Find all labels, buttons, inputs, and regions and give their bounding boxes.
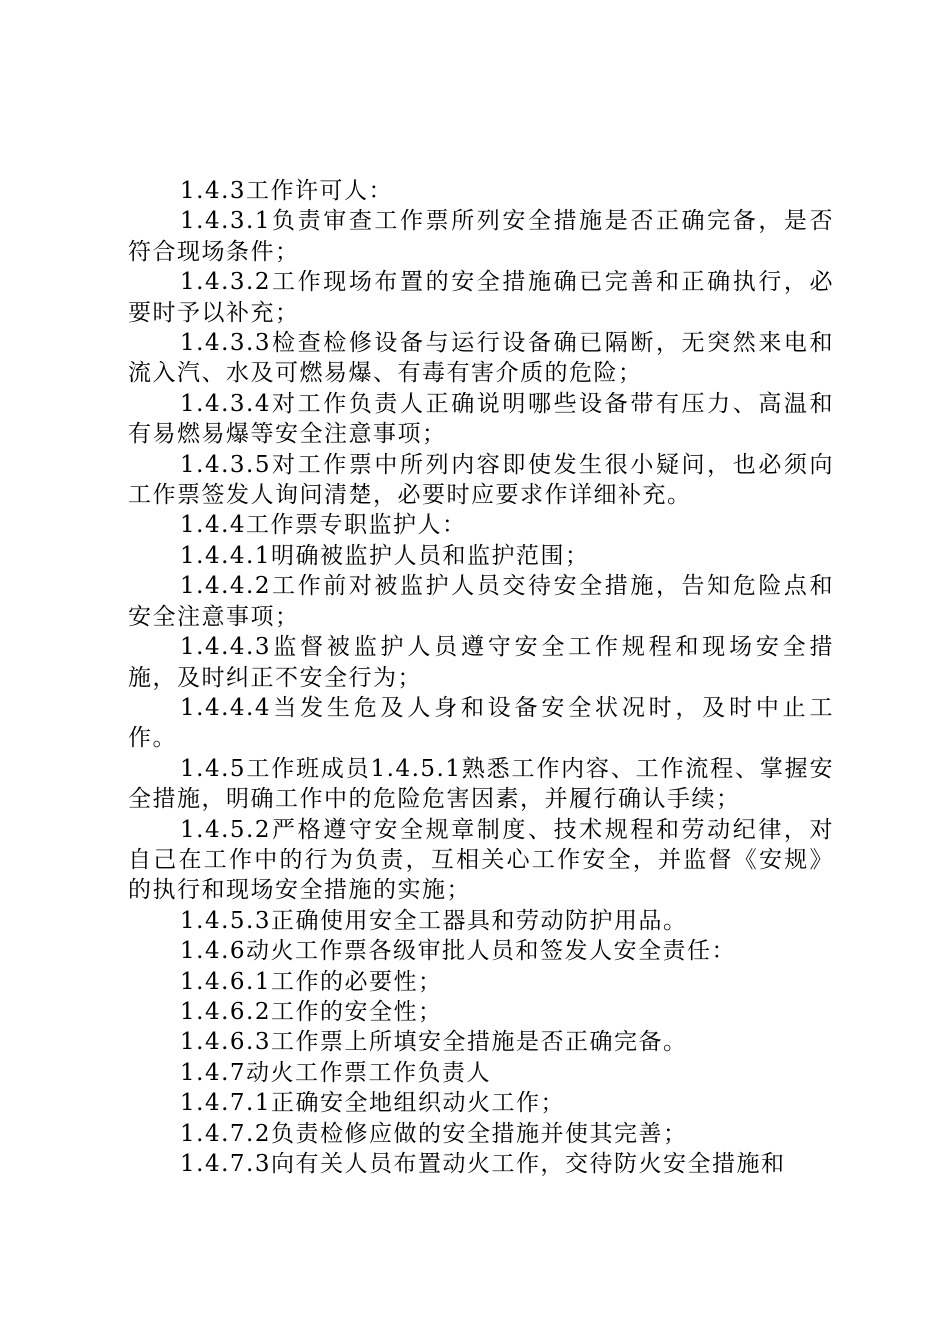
paragraph-1-4-4-4: 1.4.4.4当发生危及人身和设备安全状况时，及时中止工作。: [128, 694, 834, 752]
paragraph-1-4-5-2: 1.4.5.2严格遵守安全规章制度、技术规程和劳动纪律，对自己在工作中的行为负责，互相关心工作安全，并监督《安规》的执行和现场安全措施的实施；: [128, 816, 834, 904]
document-body: [128, 176, 834, 1179]
paragraph-1-4-4-3: 1.4.4.3监督被监护人员遵守安全工作规程和现场安全措施，及时纠正不安全行为；: [128, 634, 834, 691]
paragraph-1-4-6-1: 1.4.6.1工作的必要性；: [180, 968, 443, 995]
paragraph-1-4-4: 1.4.4工作票专职监护人：: [180, 512, 467, 539]
paragraph-1-4-6: 1.4.6动火工作票各级审批人员和签发人安全责任：: [180, 938, 737, 965]
paragraph-1-4-7-3: 1.4.7.3向有关人员布置动火工作，交待防火安全措施和: [180, 1151, 786, 1177]
paragraph-1-4-6-3: 1.4.6.3工作票上所填安全措施是否正确完备。: [180, 1029, 688, 1056]
paragraph-1-4-3-2: 1.4.3.2工作现场布置的安全措施确已完善和正确执行，必要时予以补充；: [128, 269, 834, 326]
paragraph-1-4-4-1: 1.4.4.1明确被监护人员和监护范围；: [180, 542, 590, 569]
paragraph-1-4-7: 1.4.7动火工作票工作负责人: [180, 1059, 492, 1086]
paragraph-1-4-5-3: 1.4.5.3正确使用安全工器具和劳动防护用品。: [180, 907, 688, 934]
paragraph-1-4-3: 1.4.3工作许可人：: [180, 178, 394, 204]
paragraph-1-4-3-4: 1.4.3.4对工作负责人正确说明哪些设备带有压力、高温和有易燃易爆等安全注意事项；: [128, 390, 834, 448]
paragraph-1-4-4-2: 1.4.4.2工作前对被监护人员交待安全措施，告知危险点和安全注意事项；: [128, 573, 834, 630]
paragraph-1-4-3-5: 1.4.3.5对工作票中所列内容即使发生很小疑问，也必须向工作票签发人询问清楚，必要时应要求作详细补充。: [128, 451, 834, 509]
paragraph-1-4-3-3: 1.4.3.3检查检修设备与运行设备确已隔断，无突然来电和流入汽、水及可燃易爆、有毒有害介质的危险；: [128, 330, 834, 387]
paragraph-1-4-7-1: 1.4.7.1正确安全地组织动火工作；: [180, 1090, 565, 1117]
paragraph-1-4-5: 1.4.5工作班成员1.4.5.1熟悉工作内容、工作流程、掌握安全措施，明确工作中的危险危害因素，并履行确认手续；: [128, 755, 834, 813]
paragraph-1-4-3-1: 1.4.3.1负责审查工作票所列安全措施是否正确完备，是否符合现场条件；: [128, 208, 834, 265]
paragraph-1-4-6-2: 1.4.6.2工作的安全性；: [180, 998, 443, 1025]
paragraph-1-4-7-2: 1.4.7.2负责检修应做的安全措施并使其完善；: [180, 1120, 688, 1147]
